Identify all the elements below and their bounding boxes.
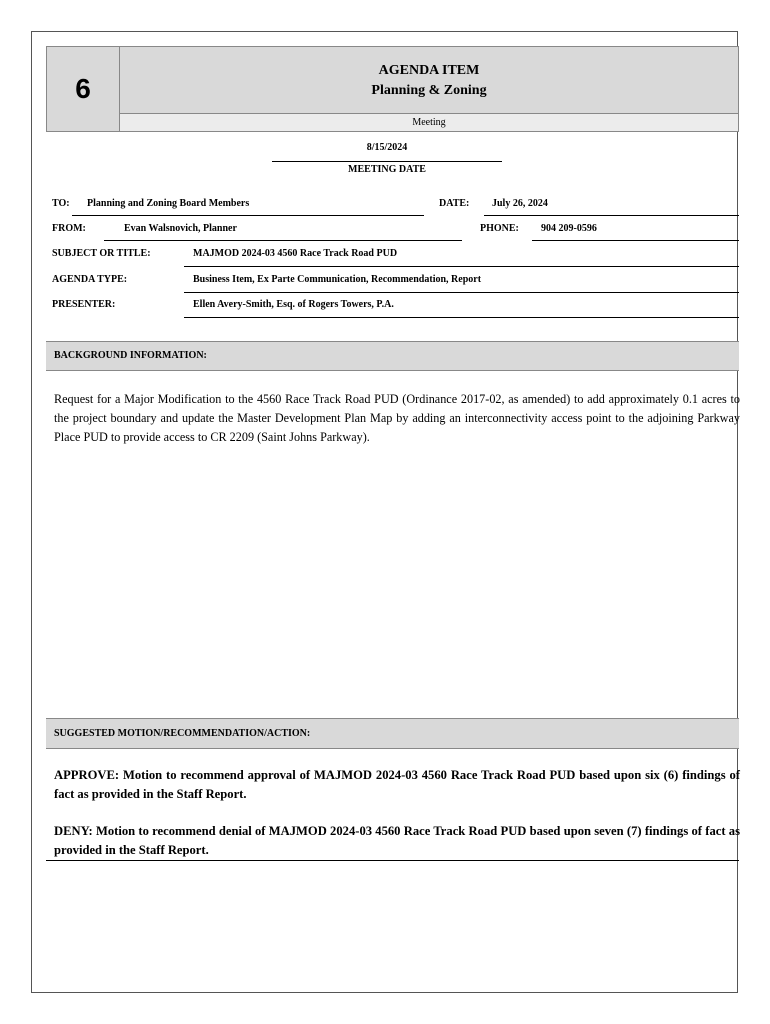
subject-value: MAJMOD 2024-03 4560 Race Track Road PUD [193, 248, 398, 259]
motion-approve: APPROVE: Motion to recommend approval of MAJMOD 2024-03 4560 Race Track Road PUD based upon six (6) findings of fact as provided in the Staff Report. [54, 768, 740, 801]
from-label: FROM: [52, 223, 86, 234]
agenda-board-name: Planning & Zoning [371, 83, 487, 98]
motion-deny: DENY: Motion to recommend denial of MAJMOD 2024-03 4560 Race Track Road PUD based upon seven (7) findings of fact as provided in the Staff Report. [54, 824, 740, 857]
agenda-header [46, 46, 739, 132]
meeting-label: Meeting [119, 113, 739, 132]
to-label: TO: [52, 198, 70, 209]
meeting-date-label: MEETING DATE [348, 164, 426, 175]
date-value: July 26, 2024 [492, 198, 548, 209]
presenter-underline [184, 317, 739, 318]
subject-underline [184, 266, 739, 267]
agenda-type-underline [184, 292, 739, 293]
agenda-type-value: Business Item, Ex Parte Communication, Recommendation, Report [193, 274, 482, 285]
agenda-title-box [119, 46, 739, 114]
motion-heading: SUGGESTED MOTION/RECOMMENDATION/ACTION: [46, 718, 739, 749]
agenda-page [31, 31, 738, 993]
meeting-date-underline [272, 161, 502, 162]
background-heading: BACKGROUND INFORMATION: [46, 341, 739, 371]
presenter-label: PRESENTER: [52, 299, 116, 310]
agenda-type-label: AGENDA TYPE: [52, 274, 128, 285]
agenda-title: AGENDA ITEM [378, 63, 480, 78]
phone-underline [532, 240, 739, 241]
motion-bottom-rule [46, 860, 739, 861]
background-text: Request for a Major Modification to the 4560 Race Track Road PUD (Ordinance 2017-02, as amended) to add approximately 0.1 acres to the project boundary and update the Master Development Plan Map by adding an interconnectivity access point to the adjoining Parkway Place PUD to provide access to CR 2209 (Saint Johns Parkway). [54, 392, 740, 444]
from-value: Evan Walsnovich, Planner [124, 223, 237, 234]
to-underline [72, 215, 424, 216]
date-label: DATE: [439, 198, 470, 209]
presenter-value: Ellen Avery-Smith, Esq. of Rogers Towers, P.A. [193, 299, 394, 310]
to-value: Planning and Zoning Board Members [87, 198, 250, 209]
agenda-item-number: 6 [46, 46, 120, 132]
meeting-date-value: 8/15/2024 [366, 142, 408, 153]
phone-label: PHONE: [480, 223, 519, 234]
from-underline [104, 240, 462, 241]
subject-label: SUBJECT OR TITLE: [52, 248, 151, 259]
date-underline [484, 215, 739, 216]
phone-value: 904 209-0596 [541, 223, 597, 234]
